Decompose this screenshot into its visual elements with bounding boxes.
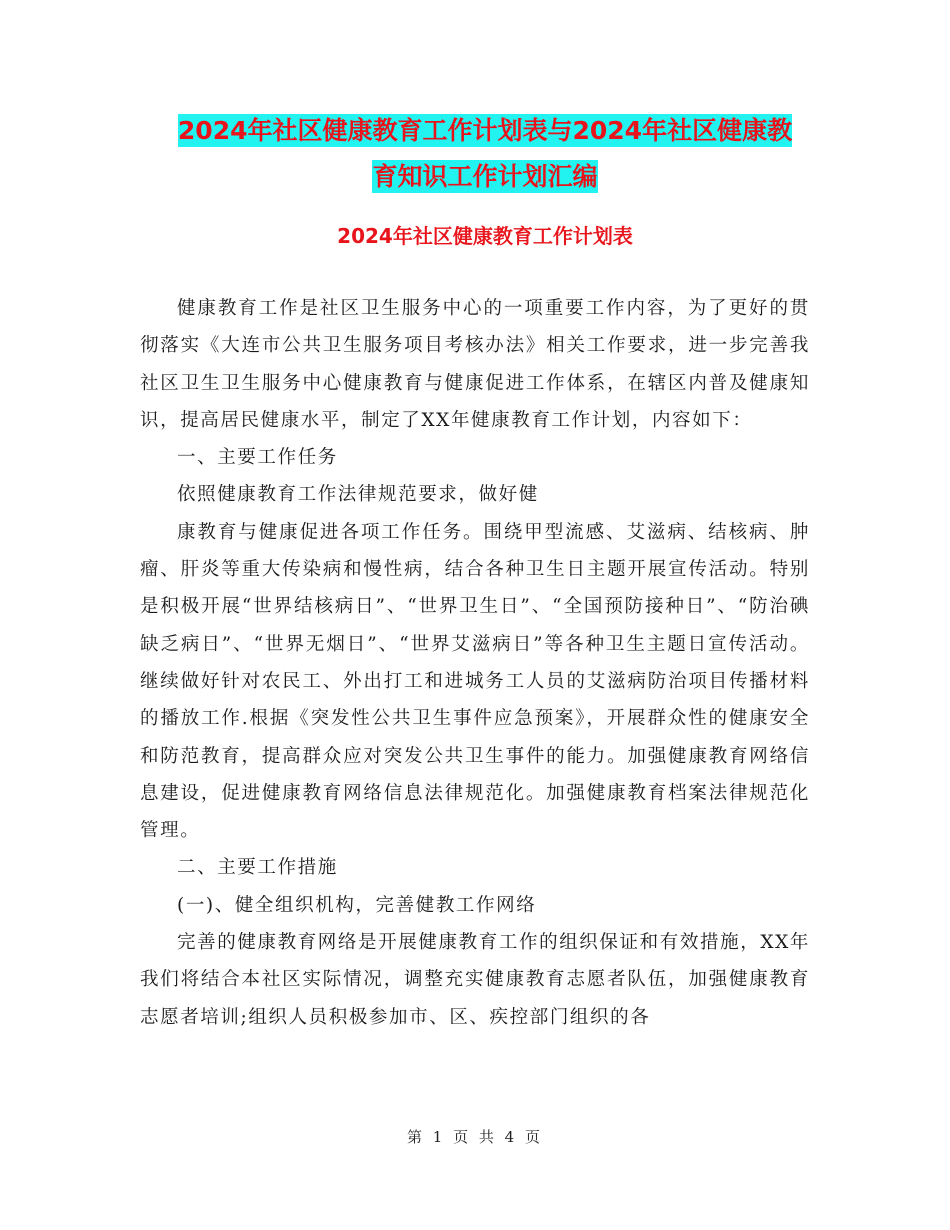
heading-main-measures: 二、主要工作措施 (177, 857, 338, 879)
section-subtitle: 2024年社区健康教育工作计划表 (337, 224, 633, 248)
paragraph-tasks: 康教育与健康促进各项工作任务。围绕甲型流感、艾滋病、结核病、肿瘤、肝炎等重大传染病和慢性病，结合各种卫生日主题开展宣传活动。特别是积极开展“世界结核病日”、“世界卫生日”、“全国预防接种日”、“防治碘缺乏病日”、“世界无烟日”、“世界艾滋病日”等各种卫生主题日宣传活动。继续做好针对农民工、外出打工和进城务工人员的艾滋病防治项目传播材料的播放工作.根据《突发性公共卫生事件应急预案》，开展群众性的健康安全和防范教育，提高群众应对突发公共卫生事件的能力。加强健康教育网络信息建设，促进健康教育网络信息法律规范化。加强健康教育档案法律规范化管理。 (140, 521, 810, 842)
document-title (140, 108, 830, 200)
title-line-1: 2024年社区健康教育工作计划表与2024年社区健康教 (177, 116, 793, 145)
document-body (140, 290, 810, 1036)
title-line-2: 育知识工作计划汇编 (372, 162, 598, 191)
heading-organization: (一)、健全组织机构，完善健教工作网络 (177, 894, 537, 916)
heading-main-tasks: 一、主要工作任务 (177, 447, 338, 469)
page-footer: 第 1 页 共 4 页 (407, 1128, 543, 1146)
paragraph-intro: 健康教育工作是社区卫生服务中心的一项重要工作内容，为了更好的贯彻落实《大连市公共卫生服务项目考核办法》相关工作要求，进一步完善我社区卫生卫生服务中心健康教育与健康促进工作体系，在辖区内普及健康知识，提高居民健康水平，制定了XX年健康教育工作计划，内容如下： (140, 298, 810, 431)
paragraph-network: 完善的健康教育网络是开展健康教育工作的组织保证和有效措施，XX年我们将结合本社区实际情况，调整充实健康教育志愿者队伍，加强健康教育志愿者培训;组织人员积极参加市、区、疾控部门组织的各 (140, 932, 810, 1028)
paragraph-tasks-lead: 依照健康教育工作法律规范要求，做好健 (177, 484, 539, 506)
